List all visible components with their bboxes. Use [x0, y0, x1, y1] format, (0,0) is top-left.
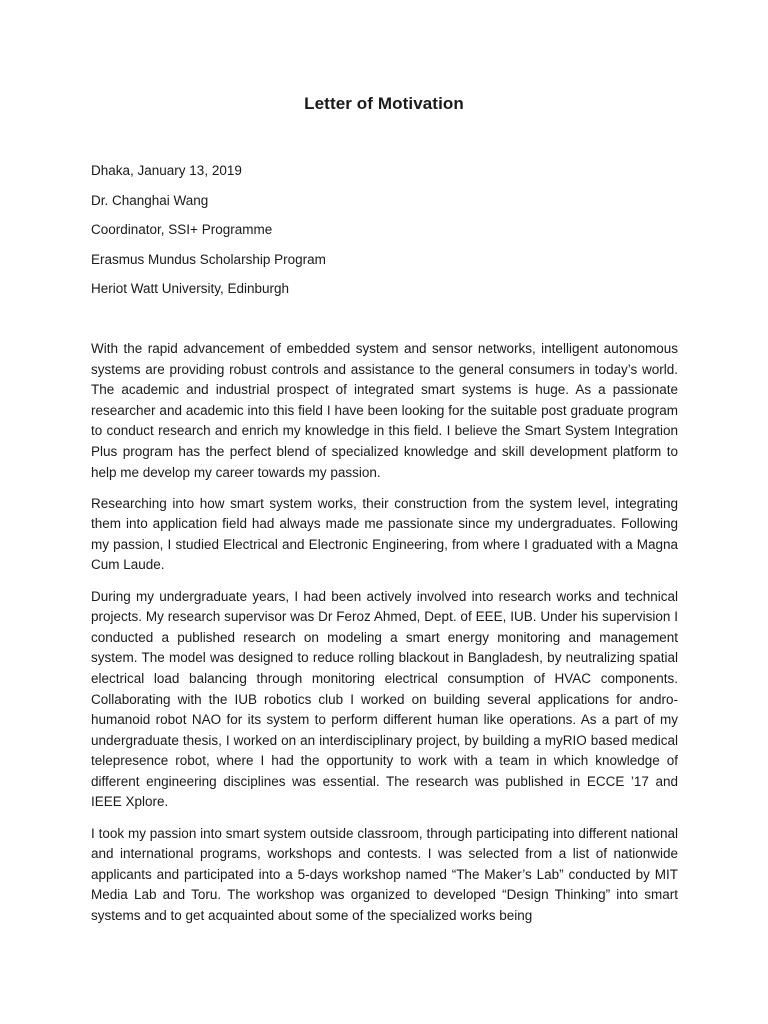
paragraph-background: Researching into how smart system works, their construction from the system level, integrating them into application field had always made me passionate since my undergraduates. Following my passion, I studied Electrical and Electronic Engineering, from where I graduated with a Magna Cum Laude.	[91, 495, 678, 573]
recipient-institution: Heriot Watt University, Edinburgh	[91, 281, 290, 296]
paragraph-research: During my undergraduate years, I had been actively involved into research works and technical projects. My research supervisor was Dr Feroz Ahmed, Dept. of EEE, IUB. Under his supervision I conducted a published research on modeling a smart energy monitoring and management system. The model was designed to reduce rolling blackout in Bangladesh, by neutralizing spatial electrical load balancing through monitoring electrical consumption of HVAC components. Collaborating with the IUB robotics club I worked on building several applications for andro-humanoid robot NAO for its system to perform different human like operations. As a part of my undergraduate thesis, I worked on an interdisciplinary project, by building a myRIO based medical telepresence robot, where I had the opportunity to work with a team in which knowledge of different engineering disciplines was essential. The research was published in ECCE ’17 and IEEE Xplore.	[91, 588, 678, 810]
recipient-program: Erasmus Mundus Scholarship Program	[91, 251, 326, 267]
date-line: Dhaka, January 13, 2019	[91, 163, 242, 178]
recipient-name: Dr. Changhai Wang	[91, 192, 209, 208]
letter-header	[91, 162, 691, 310]
paragraph-intro: With the rapid advancement of embedded system and sensor networks, intelligent autonomous systems are providing robust controls and assistance to the general consumers in today’s world. The academic and industrial prospect of integrated smart systems is huge. As a passionate researcher and academic into this field I have been looking for the suitable post graduate program to conduct research and enrich my knowledge in this field. I believe the Smart System Integration Plus program has the perfect blend of specialized knowledge and skill development platform to help me develop my career towards my passion.	[91, 341, 678, 480]
page-title: Letter of Motivation	[304, 94, 464, 113]
letter-body	[91, 339, 678, 937]
paragraph-activities: I took my passion into smart system outside classroom, through participating into different national and international programs, workshops and contests. I was selected from a list of nationwide applicants and participated into a 5-days workshop named “The Maker’s Lab” conducted by MIT Media Lab and Toru. The workshop was organized to developed “Design Thinking” into smart systems and to get acquainted about some of the specialized works being	[91, 825, 678, 923]
recipient-role: Coordinator, SSI+ Programme	[91, 222, 273, 237]
